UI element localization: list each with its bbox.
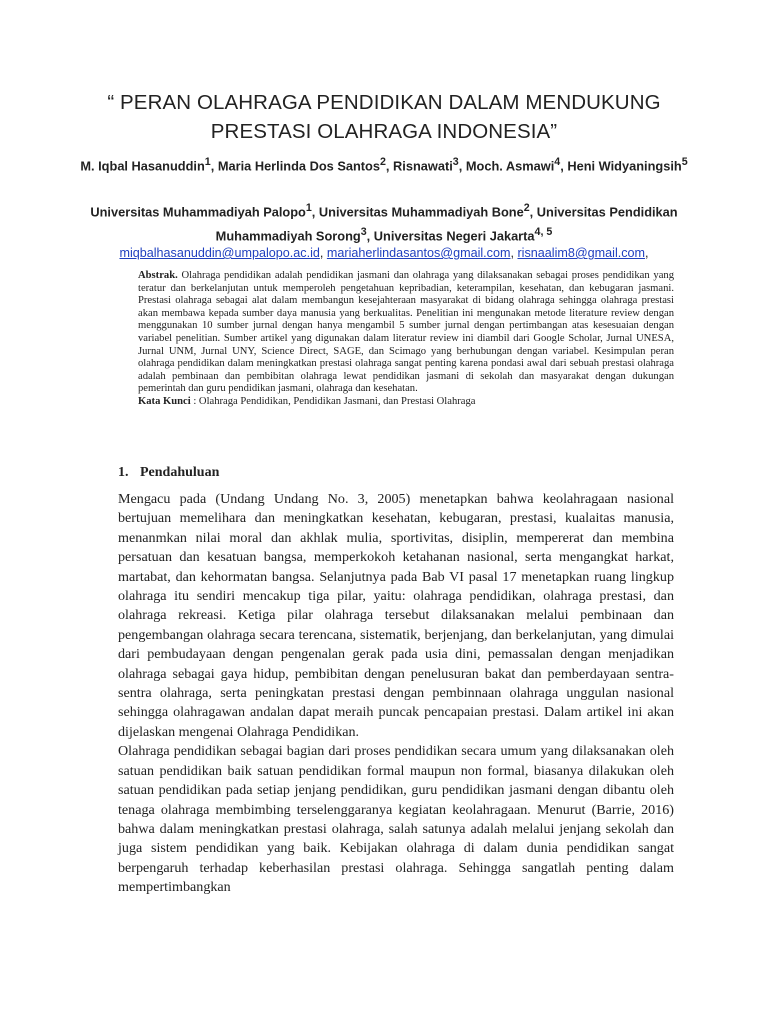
affiliation-sup: 4, 5 — [534, 226, 553, 239]
email-list: miqbalhasanuddin@umpalopo.ac.id, mariaherlindasantos@gmail.com, risnaalim8@gmail.com, — [119, 246, 649, 260]
author-name: M. Iqbal Hasanuddin — [80, 158, 205, 174]
keywords-line — [138, 396, 674, 409]
author-sup: 1 — [204, 156, 211, 168]
keywords-text: : Olahraga Pendidikan, Pendidikan Jasmani, dan Prestasi Olahraga — [193, 395, 476, 407]
title-line-2: PRESTASI OLAHRAGA INDONESIA” — [210, 120, 558, 143]
affiliation-name: Universitas Pendidikan Muhammadiyah Sorong — [215, 204, 678, 244]
affiliation-name: Universitas Muhammadiyah Bone — [318, 204, 524, 220]
author-name: Moch. Asmawi — [465, 158, 555, 174]
author-name: Heni Widyaningsih — [567, 158, 682, 174]
author-sup: 4 — [554, 156, 561, 168]
section-title: Pendahuluan — [140, 465, 220, 480]
body-text — [118, 490, 674, 898]
author-name: Risnawati — [393, 158, 453, 174]
affiliation-name: Universitas Muhammadiyah Palopo — [90, 204, 306, 220]
body-paragraph: Mengacu pada (Undang Undang No. 3, 2005) menetapkan bahwa keolahragaan nasional bertujuan memelihara dan meningkatkan kesehatan, kebugaran, prestasi, kualaitas manusia, menanmkan nilai moral dan akhlak mulia, sportivitas, disiplin, mempererat dan membina persatuan dan kesatuan bangsa, memperkokoh ketahanan nasional, serta mengangkat harkat, martabat, dan kehormatan bangsa. Selanjutnya pada Bab VI pasal 17 menetapkan ruang lingkup olahraga itu sendiri mencakup tiga pilar, yaitu: olahraga pendidikan, olahraga prestasi, dan olahraga rekreasi. Ketiga pilar olahraga tersebut dilaksanakan melalui pembinaan dan pengembangan olahraga secara terencana, sistematik, berjenjang, dan berkelanjutan, yang dimulai dari pembudayaan dengan pengenalan gerak pada usia dini, pemassalan dengan menjadikan olahraga sebagai gaya hidup, pembibitan dengan penelusuran bakat dan pemberdayaan sentra-sentra olahraga, serta peningkatan prestasi dengan pembinnaan olahraga unggulan nasional sehingga olahragawan andalan dapat meraih puncak pencapaian prestasi. Dalam artikel ini akan dijelaskan mengenai Olahraga Pendidikan. — [118, 491, 674, 740]
section-number: 1. — [118, 465, 129, 480]
author-sup: 3 — [452, 156, 459, 168]
abstract-label: Abstrak. — [138, 270, 178, 281]
author-list: M. Iqbal Hasanuddin$^1$, Maria Herlinda Dos Santos$^2$, Risnawati$^3$, Moch. Asmawi$^4$, Heni Widyaningsih$^5$ — [80, 156, 688, 174]
affiliation-list: Universitas Muhammadiyah Palopo$^1$, Universitas Muhammadiyah Bone$^2$, Universitas Pendidikan Muhammadiyah Sorong$^3$, Universitas Negeri Jakarta$^{4, 5}$ — [90, 202, 678, 244]
section-heading — [118, 465, 219, 481]
affiliation-sup: 1 — [305, 202, 312, 214]
title-line-1: “ PERAN OLAHRAGA PENDIDIKAN DALAM MENDUKUNG — [107, 91, 661, 114]
keywords-label: Kata Kunci — [138, 395, 191, 407]
email-link[interactable]: risnaalim8@gmail.com — [517, 246, 646, 260]
affiliation-sup: 3 — [360, 226, 367, 239]
abstract-block — [138, 270, 674, 409]
abstract-text: Olahraga pendidikan adalah pendidikan jasmani dan olahraga yang dilaksanakan sebagai proses pendidikan yang teratur dan berkelanjutan untuk memperoleh pengetahuan kepribadian, keterampilan, kesehatan, dan kebugaran jasmani. Prestasi olahraga sebagai alat dalam membangun kesejahteraan masyarakat di bidang olahraga sehingga olahraga prestasi akan membawa kepada sumber daya manusia yang berkualitas. Penelitian ini mengunakan metode literature review dengan menggunakan 10 sumber jurnal dengan hanya mengambil 5 sumber jurnal dengan pertimbangan atas kesesuaian dengan variabel penelitian. Sumber artikel yang digunakan dalam literatur review ini diambil dari Google Scholar, Jurnal UNESA, Jurnal UNM, Jurnal UNY, Science Direct, SAGE, dan Scimago yang berhubungan dengan variabel. Kesimpulan peran olahraga pendidikan dalam meningkatkan prestasi olahraga sangat penting karena pondasi awal dari sebuah prestasi olahraga adalah pembinaan dan pembibitan olahraga lewat pendidikan jasmani di sekolah dan masyarakat dengan dukungan pemerintah dan guru pendidikan jasmani, olahraga dan kesehatan. — [138, 270, 674, 395]
author-sup: 5 — [681, 156, 688, 168]
email-link[interactable]: mariaherlindasantos@gmail.com — [326, 246, 511, 260]
affiliation-name: Universitas Negeri Jakarta — [373, 228, 535, 244]
affiliation-sup: 2 — [523, 202, 530, 214]
author-sup: 2 — [379, 156, 386, 168]
body-paragraph: Olahraga pendidikan sebagai bagian dari proses pendidikan secara umum yang dilaksanakan oleh satuan pendidikan baik satuan pendidikan formal maupun non formal, biasanya dilakukan oleh satuan pendidikan pada setiap jenjang pendidikan, guru pendidikan jasmani dengan dibantu oleh tenaga olahraga membimbing terselenggaranya kegiatan keolahragaan. Menurut (Barrie, 2016) bahwa dalam meningkatkan prestasi olahraga, salah satunya adalah melalui jenjang sekolah dan juga sistem pendidikan yang baik. Kebijakan olahraga di dalam dunia pendidikan sangat berpengaruh terhadap keberhasilan prestasi olahraga. Sehingga sangatlah penting dalam mempertimbangkan — [118, 743, 674, 896]
abstract-paragraph — [138, 270, 674, 396]
author-name: Maria Herlinda Dos Santos — [217, 158, 380, 174]
paper-title — [60, 88, 708, 146]
email-link[interactable]: miqbalhasanuddin@umpalopo.ac.id — [119, 246, 320, 260]
